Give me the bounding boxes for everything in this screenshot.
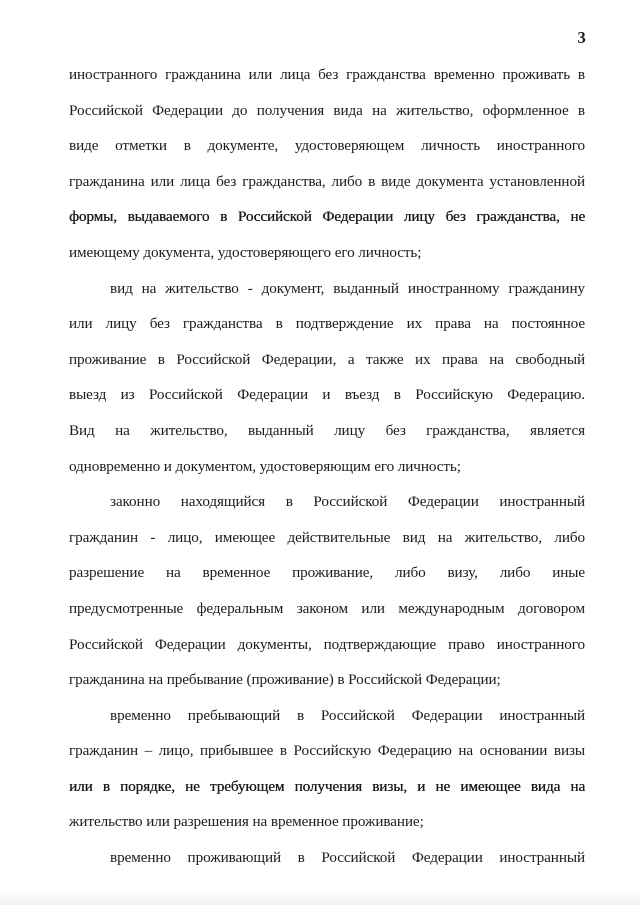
text-line: гражданина или лица без гражданства, либо в виде документа установленной [69,172,585,190]
text-line: формы, выдаваемого в Российской Федерации лицу без гражданства, не [69,208,585,226]
text-line: законно находящийся в Российской Федерации иностранный [110,493,585,511]
text-line: Вид на жительство, выданный лицу без гражданства, является [69,421,585,439]
text-line: выезд из Российской Федерации и въезд в Российскую Федерацию. [69,386,585,404]
paragraph [69,57,585,271]
page-number: 3 [577,28,586,47]
text-line: или лицу без гражданства в подтверждение их права на постоянное [69,315,585,333]
text-line: виде отметки в документе, удостоверяющем личность иностранного [69,137,585,155]
text-line: жительство или разрешения на временное проживание; [69,813,424,831]
paragraph [69,271,585,485]
document-body [69,57,585,876]
paragraph [69,840,585,876]
text-line: имеющему документа, удостоверяющего его личность; [69,243,422,261]
text-line: вид на жительство - документ, выданный иностранному гражданину [110,279,585,297]
text-line: Российской Федерации до получения вида на жительство, оформленное в [69,101,585,119]
text-line: гражданин - лицо, имеющее действительные вид на жительство, либо [69,528,585,546]
paragraph [69,698,585,840]
text-line: одновременно и документом, удостоверяющим его личность; [69,457,461,475]
text-line: иностранного гражданина или лица без гражданства временно проживать в [69,66,585,83]
text-line: гражданина на пребывание (проживание) в Российской Федерации; [69,671,501,689]
scan-shadow-bottom [0,891,640,905]
text-line: разрешение на временное проживание, либо визу, либо иные [69,564,585,582]
text-line: временно пребывающий в Российской Федерации иностранный [110,706,585,724]
text-line: проживание в Российской Федерации, а также их права на свободный [69,350,585,368]
text-line: или в порядке, не требующем получения визы, и не имеющее вида на [69,777,585,795]
text-line: временно проживающий в Российской Федерации иностранный [110,849,585,867]
text-line: Российской Федерации документы, подтверждающие право иностранного [69,635,585,653]
text-line: предусмотренные федеральным законом или международным договором [69,599,585,617]
text-line: гражданин – лицо, прибывшее в Российскую Федерацию на основании визы [69,742,585,760]
paragraph [69,484,585,698]
